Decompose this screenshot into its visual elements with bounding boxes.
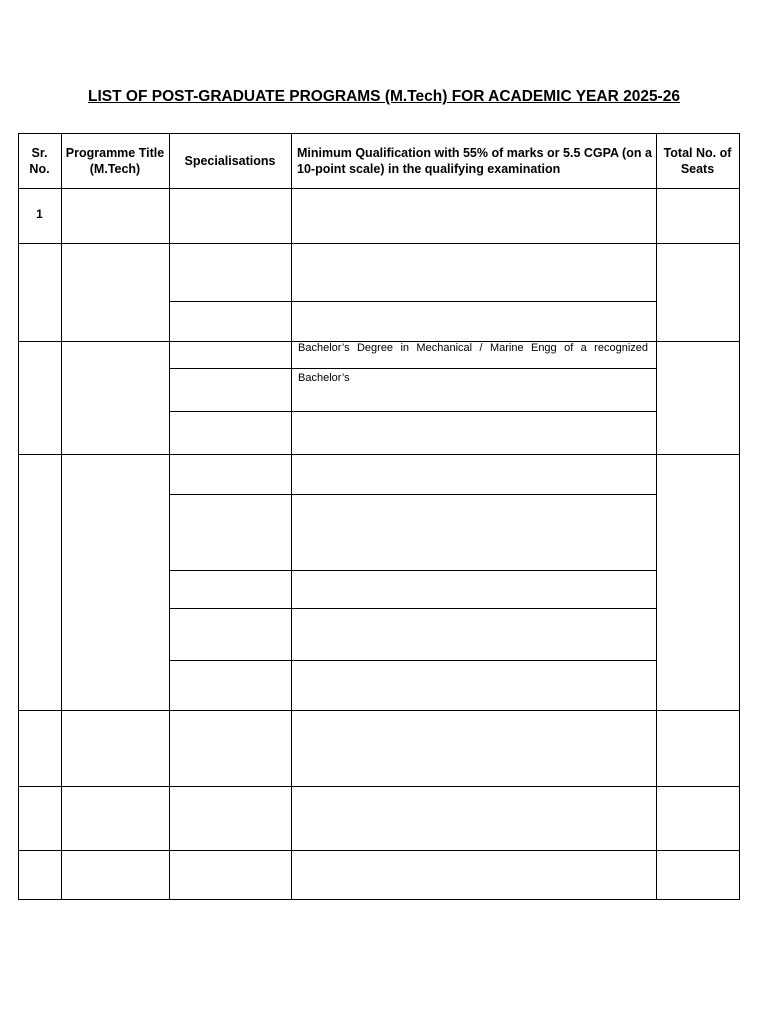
- grid-line-horizontal: [169, 301, 657, 302]
- grid-line-vertical: [656, 133, 657, 900]
- grid-line-horizontal: [169, 494, 657, 495]
- grid-line-horizontal: [169, 368, 657, 369]
- grid-line-vertical: [291, 133, 292, 900]
- grid-line-horizontal: [18, 341, 740, 342]
- grid-line-vertical: [61, 133, 62, 900]
- grid-line-horizontal: [169, 411, 657, 412]
- grid-line-horizontal: [18, 454, 740, 455]
- header-specialisations: Specialisations: [184, 153, 276, 168]
- grid-line-vertical: [18, 133, 19, 900]
- header-total-seats: Total No. of Seats: [663, 145, 732, 176]
- grid-line-vertical: [169, 133, 170, 900]
- qualification-text-mechanical: Bachelor’s Degree in Mechanical / Marine Engg of a recognized: [298, 342, 648, 354]
- header-min-qualification: Minimum Qualification with 55% of marks or 5.5 CGPA (on a 10-point scale) in the qualifying examination: [297, 145, 652, 176]
- grid-line-horizontal: [18, 188, 740, 189]
- page-title: LIST OF POST-GRADUATE PROGRAMS (M.Tech) FOR ACADEMIC YEAR 2025-26: [88, 88, 680, 105]
- grid-line-vertical: [739, 133, 740, 900]
- qualification-text-bachelors: Bachelor’s: [298, 372, 350, 384]
- grid-line-horizontal: [18, 710, 740, 711]
- grid-line-horizontal: [169, 608, 657, 609]
- grid-line-horizontal: [18, 243, 740, 244]
- grid-line-horizontal: [18, 850, 740, 851]
- grid-line-horizontal: [18, 786, 740, 787]
- header-sr-no: Sr. No.: [29, 145, 50, 176]
- row-1-sr-no: 1: [36, 207, 43, 221]
- grid-line-horizontal: [18, 133, 740, 134]
- grid-line-horizontal: [18, 899, 740, 900]
- grid-line-horizontal: [169, 660, 657, 661]
- grid-line-horizontal: [169, 570, 657, 571]
- header-programme-title: Programme Title (M.Tech): [65, 145, 165, 176]
